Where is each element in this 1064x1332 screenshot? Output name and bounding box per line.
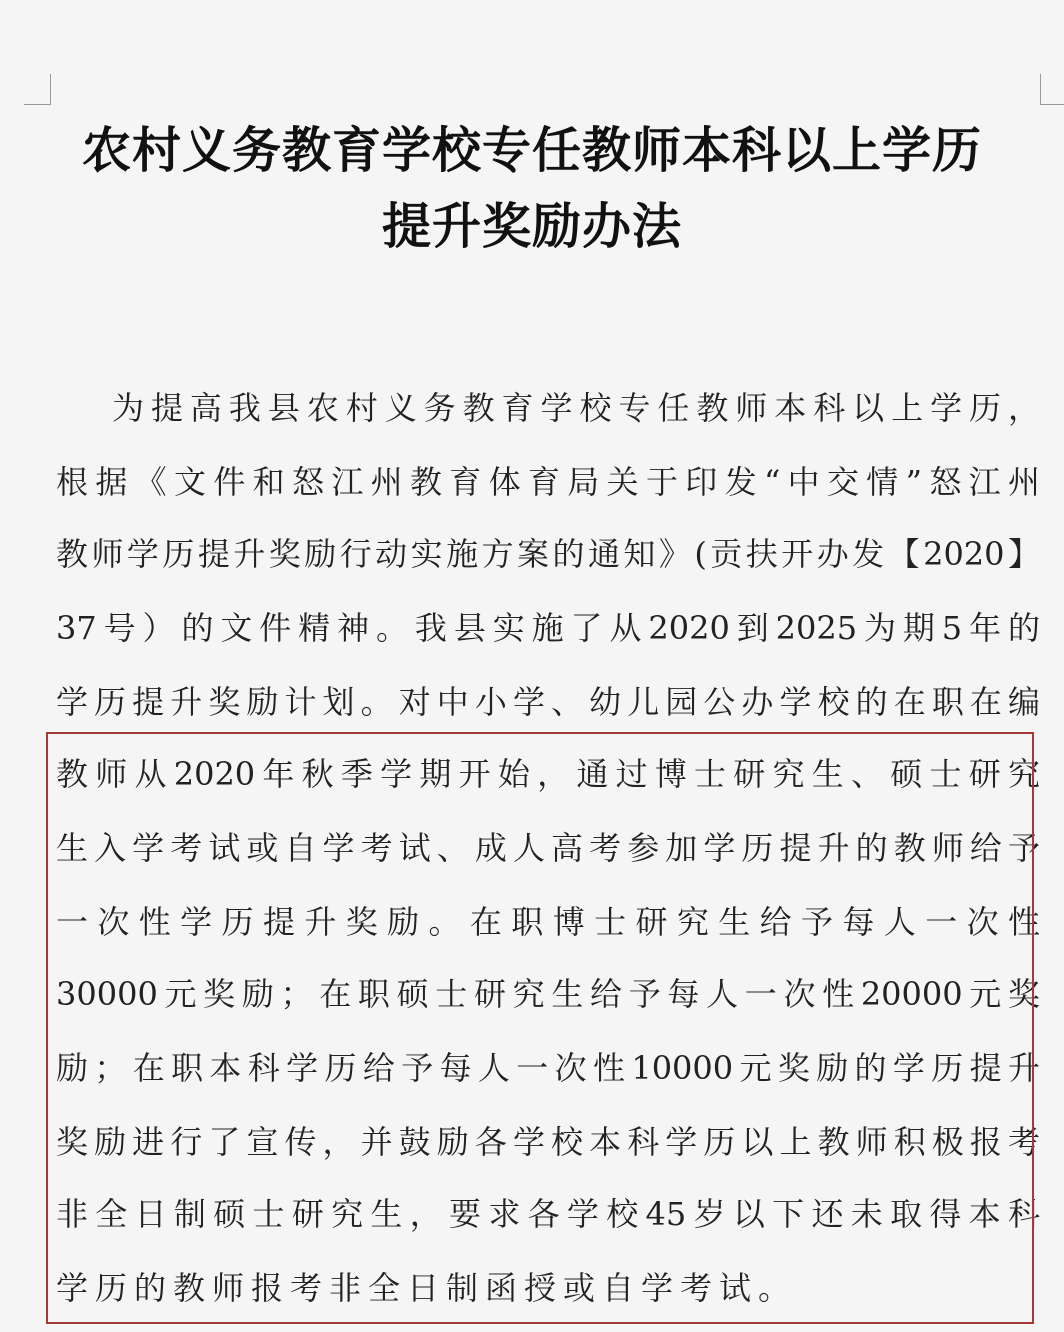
document-title-line-1: 农村义务教育学校专任教师本科以上学历 — [81, 122, 982, 179]
document-title-line-2: 提升奖励办法 — [381, 198, 682, 255]
body-line-4: 37号）的文件精神。我县实施了从2020到2025为期5年的 — [56, 609, 1040, 647]
body-line-1: 为提高我县农村义务教育学校专任教师本科以上学历， — [112, 389, 1040, 427]
highlight-annotation-box — [46, 732, 1034, 1324]
body-line-13: 学历的教师报考非全日制函授或自学考试。 — [56, 1269, 798, 1307]
crop-mark-top-left — [24, 74, 51, 105]
body-line-2: 根据《文件和怒江州教育体育局关于印发“中交情”怒江州 — [56, 463, 1040, 501]
crop-mark-top-right — [1040, 74, 1064, 105]
body-line-12: 非全日制硕士研究生，要求各学校45岁以下还未取得本科 — [56, 1195, 1040, 1233]
body-line-3: 教师学历提升奖励行动实施方案的通知》(贡扶开办发【2020】 — [56, 535, 1040, 573]
body-line-11: 奖励进行了宣传，并鼓励各学校本科学历以上教师积极报考 — [56, 1123, 1040, 1161]
body-line-8: 一次性学历提升奖励。在职博士研究生给予每人一次性 — [56, 903, 1040, 941]
body-line-10: 励；在职本科学历给予每人一次性10000元奖励的学历提升 — [56, 1049, 1040, 1087]
body-line-9: 30000元奖励；在职硕士研究生给予每人一次性20000元奖 — [56, 975, 1040, 1013]
body-line-6: 教师从2020年秋季学期开始，通过博士研究生、硕士研究 — [56, 755, 1040, 793]
body-line-7: 生入学考试或自学考试、成人高考参加学历提升的教师给予 — [56, 829, 1040, 867]
body-line-5: 学历提升奖励计划。对中小学、幼儿园公办学校的在职在编 — [56, 683, 1040, 721]
